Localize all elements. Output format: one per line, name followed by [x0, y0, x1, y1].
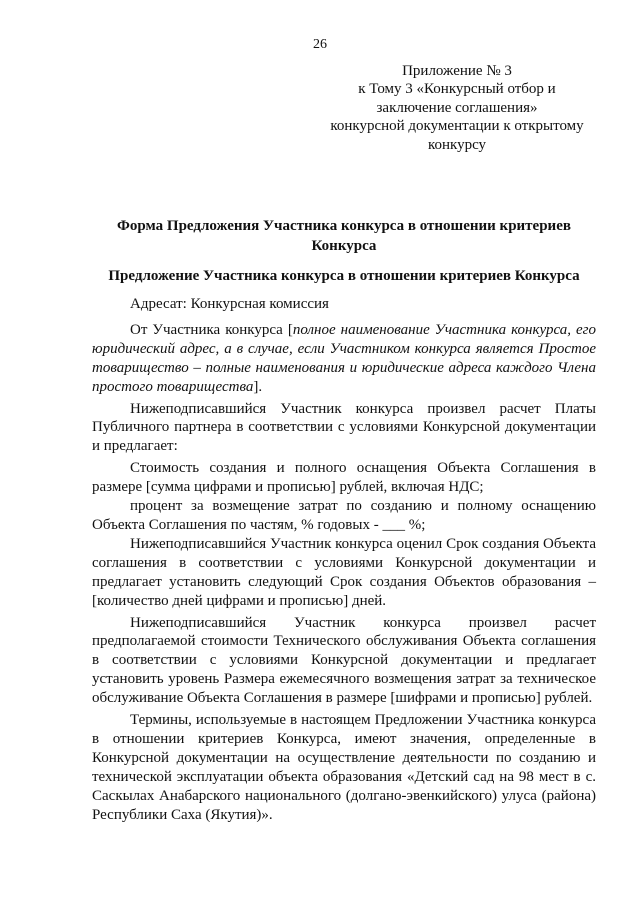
from-participant-prefix: От Участника конкурса [ — [130, 321, 293, 338]
from-participant-suffix: ]. — [253, 378, 263, 395]
form-title — [92, 216, 596, 256]
appendix-line: к Тому 3 «Конкурсный отбор и — [358, 81, 556, 98]
terms-paragraph: Термины, используемые в настоящем Предложении Участника конкурса в отношении критериев Конкурса, имеют значения, определенные в Конкурсной документации на осуществление деятельности по созданию и технической эксплуатации объекта образования «Детский сад на 98 мест в с. Саскылах Анабарского национального (долгано-эвенкийского) улуса (района) Республики Саха (Якутия)». — [92, 712, 596, 823]
term-paragraph: Нижеподписавшийся Участник конкурса оценил Срок создания Объекта соглашения в соответствии с условиями Конкурсной документации и предлагает установить следующий Срок создания Объектов образования – [количество дней цифрами и прописью] дней. — [92, 535, 596, 609]
form-title-line: Конкурса — [311, 238, 377, 254]
appendix-line: конкурсу — [427, 136, 487, 153]
appendix-line: заключение соглашения» — [376, 99, 538, 116]
proposal-title: Предложение Участника конкурса в отношении критериев Конкурса — [108, 268, 580, 284]
appendix-header — [318, 62, 596, 154]
payment-calc-paragraph: Нижеподписавшийся Участник конкурса произвел расчет Платы Публичного партнера в соответствии с условиями Конкурсной документации и предлагает: — [92, 400, 596, 455]
appendix-line: Приложение № 3 — [402, 63, 512, 79]
from-participant-paragraph — [92, 321, 596, 397]
participant-name-placeholder: полное наименование Участника конкурса, его юридический адрес, а в случае, если Участником конкурса является Простое товарищество – полные наименования и юридические адреса каждого Члена простого товарищества — [92, 321, 596, 395]
maintenance-paragraph: Нижеподписавшийся Участник конкурса произвел расчет предполагаемой стоимости Технического обслуживания Объекта соглашения в соответствии с условиями Конкурсной документации и предлагает установить уровень Размера ежемесячного возмещения затрат за техническое обслуживание Объекта Соглашения в размере [шифрами и прописью] рублей. — [92, 614, 596, 707]
page-number: 26 — [313, 37, 327, 52]
appendix-line: конкурсной документации к открытому — [330, 118, 584, 135]
form-title-line: Форма Предложения Участника конкурса в отношении критериев — [117, 218, 571, 234]
percent-paragraph: процент за возмещение затрат по созданию и полному оснащению Объекта Соглашения по частям, % годовых - ___ %; — [92, 498, 596, 533]
addressee-paragraph: Адресат: Конкурсная комиссия — [130, 296, 329, 312]
document-body — [92, 295, 596, 824]
cost-paragraph: Стоимость создания и полного оснащения Объекта Соглашения в размере [сумма цифрами и прописью] рублей, включая НДС; — [92, 460, 596, 496]
